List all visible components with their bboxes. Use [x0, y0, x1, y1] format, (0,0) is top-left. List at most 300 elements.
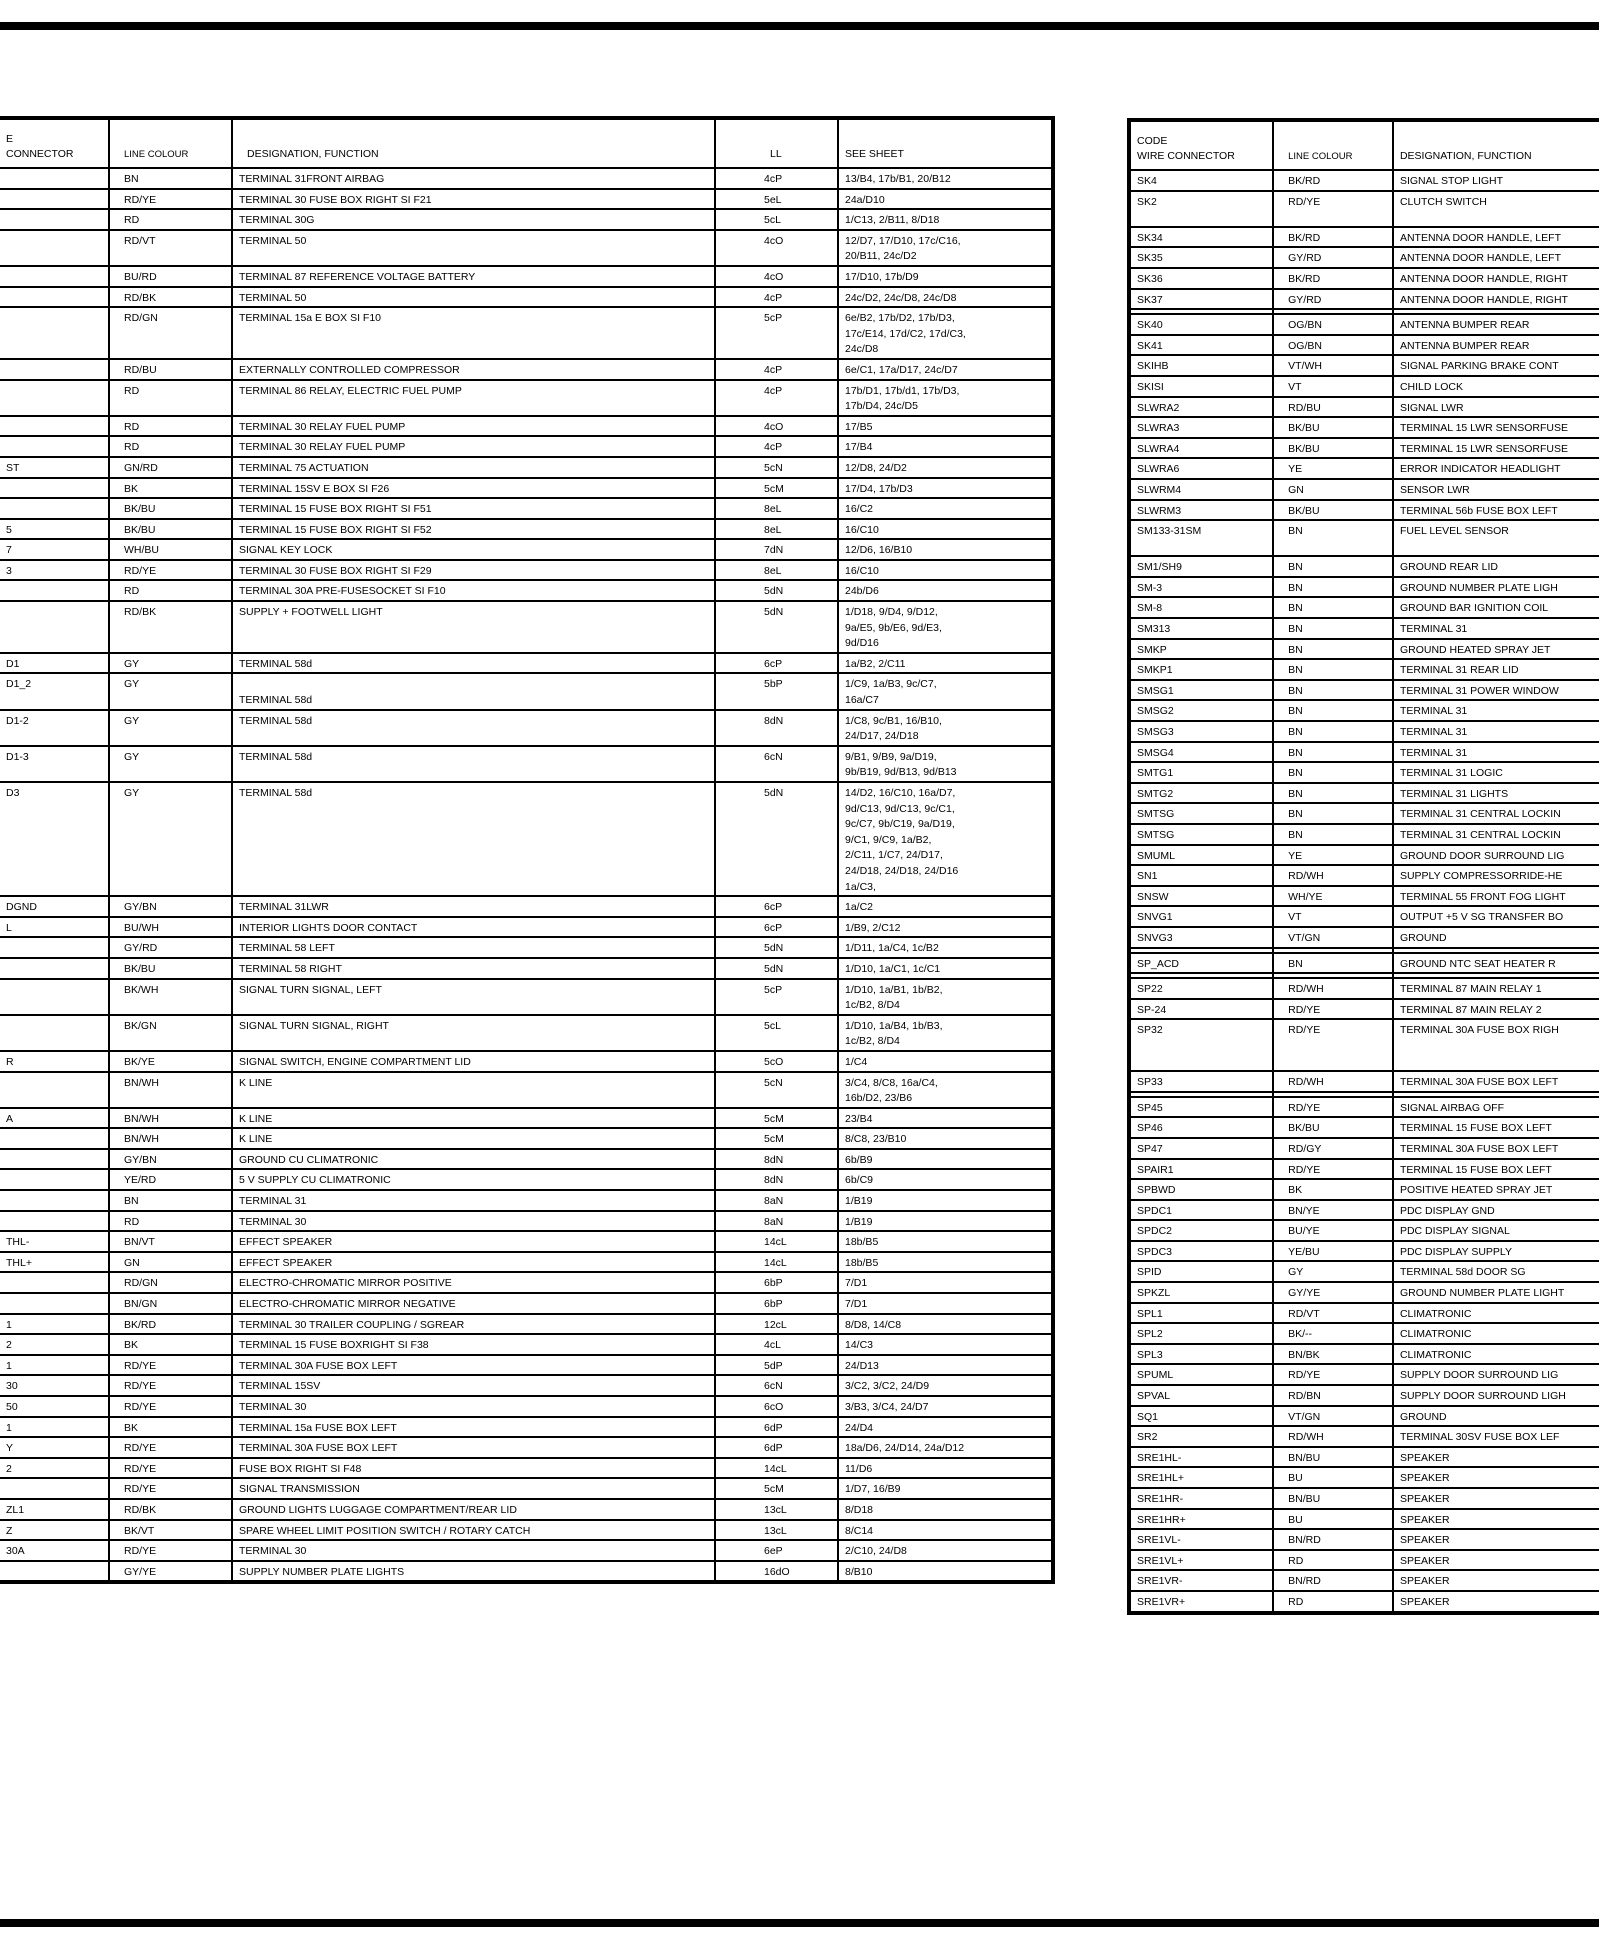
table-row	[1129, 999, 1599, 1020]
cell-line-colour: RD/GN	[109, 1272, 232, 1293]
cell-designation: K LINE	[232, 1128, 715, 1149]
table-row	[1129, 500, 1599, 521]
cell-see-sheet: 2/C10, 24/D8	[838, 1540, 1053, 1561]
cell-line-colour: RD/BN	[1273, 1385, 1393, 1406]
cell-connector	[0, 1561, 109, 1583]
cell-line-colour: YE	[1273, 458, 1393, 479]
cell-see-sheet: 8/D18	[838, 1499, 1053, 1520]
cell-ll: 5dN	[715, 937, 838, 958]
cell-line-colour: BN	[1273, 680, 1393, 701]
cell-line-colour: BN	[1273, 803, 1393, 824]
cell-line-colour: BN/WH	[109, 1108, 232, 1129]
cell-code: SRE1VL+	[1129, 1550, 1273, 1571]
cell-line-colour: GY/RD	[1273, 289, 1393, 310]
cell-line-colour: RD	[109, 580, 232, 601]
table-row	[0, 917, 1053, 938]
cell-ll: 5cM	[715, 1478, 838, 1499]
table-row	[1129, 1117, 1599, 1138]
table-row	[1129, 742, 1599, 763]
cell-designation: SUPPLY DOOR SURROUND LIG	[1393, 1364, 1599, 1385]
cell-line-colour: OG/BN	[1273, 335, 1393, 356]
cell-line-colour: RD/YE	[109, 1396, 232, 1417]
cell-code: SK36	[1129, 268, 1273, 289]
table-row	[1129, 289, 1599, 310]
cell-line-colour: RD/GN	[109, 307, 232, 359]
cell-code: SMSG2	[1129, 700, 1273, 721]
table-row	[0, 601, 1053, 653]
table-row	[1129, 520, 1599, 556]
cell-designation: ERROR INDICATOR HEADLIGHT	[1393, 458, 1599, 479]
cell-ll: 5dN	[715, 601, 838, 653]
cell-connector: 50	[0, 1396, 109, 1417]
bottom-rule	[0, 1919, 1599, 1927]
cell-ll: 16dO	[715, 1561, 838, 1583]
cell-line-colour: BN	[1273, 742, 1393, 763]
cell-line-colour: BK/BU	[1273, 500, 1393, 521]
cell-line-colour: GY	[109, 746, 232, 782]
cell-connector	[0, 498, 109, 519]
cell-connector: 5	[0, 519, 109, 540]
cell-code: SNVG3	[1129, 927, 1273, 948]
cell-see-sheet: 17/D10, 17b/D9	[838, 266, 1053, 287]
cell-see-sheet: 6e/B2, 17b/D2, 17b/D3, 17c/E14, 17d/C2, 17d/C3, 24c/D8	[838, 307, 1053, 359]
table-row	[1129, 783, 1599, 804]
table-header-row	[1129, 120, 1599, 170]
cell-ll: 6bP	[715, 1272, 838, 1293]
table-row	[0, 1396, 1053, 1417]
cell-see-sheet: 17/D4, 17b/D3	[838, 478, 1053, 499]
cell-connector: D1_2	[0, 673, 109, 709]
cell-designation: TERMINAL 58d	[232, 746, 715, 782]
cell-line-colour: RD/YE	[109, 560, 232, 581]
table-row	[0, 230, 1053, 266]
cell-line-colour: BN	[1273, 556, 1393, 577]
table-row	[1129, 417, 1599, 438]
cell-code: SNSW	[1129, 886, 1273, 907]
cell-code: SMTSG	[1129, 803, 1273, 824]
table-row	[1129, 170, 1599, 191]
cell-see-sheet: 1/B19	[838, 1211, 1053, 1232]
cell-designation: TERMINAL 31	[1393, 721, 1599, 742]
cell-connector	[0, 359, 109, 380]
cell-designation: TERMINAL 31 POWER WINDOW	[1393, 680, 1599, 701]
cell-line-colour: VT/GN	[1273, 1406, 1393, 1427]
cell-connector: D1	[0, 653, 109, 674]
cell-line-colour: BK/GN	[109, 1015, 232, 1051]
cell-designation: CLUTCH SWITCH	[1393, 191, 1599, 227]
cell-code: SMTG2	[1129, 783, 1273, 804]
table-row	[1129, 1509, 1599, 1530]
cell-connector: THL-	[0, 1231, 109, 1252]
cell-code: SMSG3	[1129, 721, 1273, 742]
cell-line-colour: RD/VT	[1273, 1303, 1393, 1324]
cell-designation: K LINE	[232, 1072, 715, 1108]
cell-connector	[0, 436, 109, 457]
cell-ll: 5cO	[715, 1051, 838, 1072]
table-row	[0, 1499, 1053, 1520]
table-row	[1129, 556, 1599, 577]
cell-connector	[0, 416, 109, 437]
cell-see-sheet: 18b/B5	[838, 1252, 1053, 1273]
cell-connector: ST	[0, 457, 109, 478]
table-row	[0, 1540, 1053, 1561]
cell-designation: ANTENNA DOOR HANDLE, LEFT	[1393, 227, 1599, 248]
cell-see-sheet: 7/D1	[838, 1272, 1053, 1293]
table-row	[1129, 762, 1599, 783]
cell-ll: 12cL	[715, 1314, 838, 1335]
table-row	[1129, 247, 1599, 268]
cell-ll: 6dP	[715, 1417, 838, 1438]
table-row	[1129, 314, 1599, 335]
table-row	[0, 498, 1053, 519]
cell-see-sheet: 18b/B5	[838, 1231, 1053, 1252]
cell-line-colour: BN	[1273, 721, 1393, 742]
cell-connector: 3	[0, 560, 109, 581]
cell-code: SRE1VL-	[1129, 1529, 1273, 1550]
cell-line-colour: RD/YE	[109, 1458, 232, 1479]
cell-code: SP45	[1129, 1097, 1273, 1118]
cell-ll: 8eL	[715, 498, 838, 519]
cell-designation: GROUND NUMBER PLATE LIGH	[1393, 577, 1599, 598]
cell-line-colour: BK/VT	[109, 1520, 232, 1541]
cell-designation: GROUND NUMBER PLATE LIGHT	[1393, 1282, 1599, 1303]
cell-designation: TERMINAL 15a E BOX SI F10	[232, 307, 715, 359]
cell-line-colour: BN	[1273, 783, 1393, 804]
table-row	[0, 266, 1053, 287]
table-row	[1129, 1550, 1599, 1571]
cell-line-colour: BN	[1273, 639, 1393, 660]
cell-connector: Z	[0, 1520, 109, 1541]
cell-connector: D3	[0, 782, 109, 896]
table-row	[0, 1211, 1053, 1232]
cell-line-colour: BN	[109, 1190, 232, 1211]
cell-designation: GROUND BAR IGNITION COIL	[1393, 597, 1599, 618]
cell-line-colour: BK	[109, 1417, 232, 1438]
top-rule	[0, 22, 1599, 30]
table-row	[1129, 1529, 1599, 1550]
cell-line-colour: RD/GY	[1273, 1138, 1393, 1159]
cell-connector	[0, 1072, 109, 1108]
cell-line-colour: BK/WH	[109, 979, 232, 1015]
table-row	[1129, 824, 1599, 845]
cell-line-colour: BK	[109, 1334, 232, 1355]
table-row	[0, 1149, 1053, 1170]
cell-designation: TERMINAL 30 FUSE BOX RIGHT SI F21	[232, 189, 715, 210]
cell-line-colour: BN	[1273, 618, 1393, 639]
cell-see-sheet: 12/D6, 16/B10	[838, 539, 1053, 560]
cell-designation: PDC DISPLAY GND	[1393, 1200, 1599, 1221]
cell-connector: L	[0, 917, 109, 938]
cell-designation: TERMINAL 30A FUSE BOX LEFT	[1393, 1071, 1599, 1092]
cell-designation: SPARE WHEEL LIMIT POSITION SWITCH / ROTARY CATCH	[232, 1520, 715, 1541]
cell-ll: 5cP	[715, 307, 838, 359]
cell-designation: SENSOR LWR	[1393, 479, 1599, 500]
cell-line-colour: VT	[1273, 376, 1393, 397]
cell-code: SQ1	[1129, 1406, 1273, 1427]
table-row	[0, 416, 1053, 437]
cell-designation: OUTPUT +5 V SG TRANSFER BO	[1393, 906, 1599, 927]
table-row	[1129, 978, 1599, 999]
cell-line-colour: BN/RD	[1273, 1570, 1393, 1591]
cell-ll: 5cN	[715, 457, 838, 478]
cell-line-colour: RD	[109, 209, 232, 230]
table-row	[0, 1169, 1053, 1190]
cell-designation: SIGNAL TRANSMISSION	[232, 1478, 715, 1499]
cell-ll: 14cL	[715, 1252, 838, 1273]
cell-ll: 13cL	[715, 1520, 838, 1541]
table-row	[1129, 1488, 1599, 1509]
cell-connector	[0, 958, 109, 979]
cell-designation: TERMINAL 58d	[232, 710, 715, 746]
cell-ll: 8dN	[715, 710, 838, 746]
cell-designation: TERMINAL 31 LIGHTS	[1393, 783, 1599, 804]
cell-line-colour: GN	[1273, 479, 1393, 500]
cell-code: SP-24	[1129, 999, 1273, 1020]
cell-line-colour: BN	[1273, 577, 1393, 598]
table-row	[0, 1128, 1053, 1149]
cell-line-colour: BK/BU	[109, 498, 232, 519]
cell-see-sheet: 1/D7, 16/B9	[838, 1478, 1053, 1499]
table-row	[1129, 659, 1599, 680]
cell-see-sheet: 1/C4	[838, 1051, 1053, 1072]
cell-ll: 6bP	[715, 1293, 838, 1314]
cell-ll: 5bP	[715, 673, 838, 709]
cell-designation: TERMINAL 31	[1393, 700, 1599, 721]
cell-ll: 5cM	[715, 1128, 838, 1149]
table-row	[0, 1375, 1053, 1396]
cell-see-sheet: 1a/B2, 2/C11	[838, 653, 1053, 674]
table-row	[0, 1015, 1053, 1051]
cell-see-sheet: 24c/D2, 24c/D8, 24c/D8	[838, 287, 1053, 308]
cell-line-colour: GY	[1273, 1261, 1393, 1282]
cell-line-colour: BK/BU	[1273, 417, 1393, 438]
cell-see-sheet: 1/B19	[838, 1190, 1053, 1211]
cell-code: SPAIR1	[1129, 1159, 1273, 1180]
cell-designation: SIGNAL TURN SIGNAL, RIGHT	[232, 1015, 715, 1051]
table-row	[1129, 1138, 1599, 1159]
cell-designation: TERMINAL 15SV E BOX SI F26	[232, 478, 715, 499]
cell-designation: TERMINAL 15 FUSE BOX RIGHT SI F51	[232, 498, 715, 519]
cell-designation: PDC DISPLAY SUPPLY	[1393, 1241, 1599, 1262]
table-row	[1129, 397, 1599, 418]
cell-code: SK37	[1129, 289, 1273, 310]
cell-see-sheet: 3/C4, 8/C8, 16a/C4, 16b/D2, 23/B6	[838, 1072, 1053, 1108]
cell-line-colour: BN	[1273, 700, 1393, 721]
cell-connector	[0, 209, 109, 230]
cell-line-colour: BN	[1273, 953, 1393, 974]
cell-designation: TERMINAL 30G	[232, 209, 715, 230]
cell-designation: TERMINAL 30A PRE-FUSESOCKET SI F10	[232, 580, 715, 601]
cell-designation: TERMINAL 30SV FUSE BOX LEF	[1393, 1426, 1599, 1447]
table-row	[1129, 1426, 1599, 1447]
table-row	[1129, 1220, 1599, 1241]
cell-line-colour: BK/RD	[1273, 227, 1393, 248]
cell-designation: SIGNAL TURN SIGNAL, LEFT	[232, 979, 715, 1015]
table-row	[1129, 1570, 1599, 1591]
cell-designation: TERMINAL 55 FRONT FOG LIGHT	[1393, 886, 1599, 907]
cell-ll: 8dN	[715, 1149, 838, 1170]
cell-line-colour: BN/GN	[109, 1293, 232, 1314]
cell-line-colour: RD/WH	[1273, 865, 1393, 886]
cell-designation: GROUND DOOR SURROUND LIG	[1393, 845, 1599, 866]
cell-connector	[0, 380, 109, 416]
cell-ll: 5cM	[715, 478, 838, 499]
table-row	[1129, 458, 1599, 479]
cell-line-colour: RD/YE	[1273, 1019, 1393, 1071]
cell-line-colour: RD/YE	[109, 1540, 232, 1561]
cell-line-colour: BK/YE	[109, 1051, 232, 1072]
cell-ll: 6eP	[715, 1540, 838, 1561]
cell-line-colour: RD/BK	[109, 1499, 232, 1520]
table-row	[0, 307, 1053, 359]
cell-designation: SPEAKER	[1393, 1529, 1599, 1550]
cell-ll: 5cM	[715, 1108, 838, 1129]
cell-designation: TERMINAL 31LWR	[232, 896, 715, 917]
cell-code: SLWRM3	[1129, 500, 1273, 521]
cell-code: SLWRA2	[1129, 397, 1273, 418]
cell-see-sheet: 1/B9, 2/C12	[838, 917, 1053, 938]
cell-designation: CLIMATRONIC	[1393, 1303, 1599, 1324]
cell-ll: 5cN	[715, 1072, 838, 1108]
cell-designation: SPEAKER	[1393, 1550, 1599, 1571]
cell-designation: TERMINAL 31	[232, 1190, 715, 1211]
cell-connector	[0, 287, 109, 308]
cell-code: SK2	[1129, 191, 1273, 227]
cell-designation: TERMINAL 30	[232, 1396, 715, 1417]
cell-see-sheet: 13/B4, 17b/B1, 20/B12	[838, 168, 1053, 189]
cell-code: SRE1HR+	[1129, 1509, 1273, 1530]
cell-designation: TERMINAL 30 RELAY FUEL PUMP	[232, 436, 715, 457]
cell-connector: 1	[0, 1314, 109, 1335]
cell-code: SP47	[1129, 1138, 1273, 1159]
cell-designation: INTERIOR LIGHTS DOOR CONTACT	[232, 917, 715, 938]
table-row	[1129, 906, 1599, 927]
cell-see-sheet: 24/D13	[838, 1355, 1053, 1376]
cell-code: SK34	[1129, 227, 1273, 248]
cell-connector: 1	[0, 1417, 109, 1438]
table-row	[0, 1520, 1053, 1541]
cell-connector: 7	[0, 539, 109, 560]
table-row	[0, 359, 1053, 380]
cell-see-sheet: 14/C3	[838, 1334, 1053, 1355]
cell-designation: ELECTRO-CHROMATIC MIRROR POSITIVE	[232, 1272, 715, 1293]
cell-line-colour: BN/RD	[1273, 1529, 1393, 1550]
cell-designation: GROUND	[1393, 927, 1599, 948]
cell-ll: 4cP	[715, 359, 838, 380]
cell-connector	[0, 601, 109, 653]
header-designation: DESIGNATION, FUNCTION	[232, 118, 715, 168]
table-row	[0, 1231, 1053, 1252]
cell-line-colour: RD	[109, 380, 232, 416]
cell-ll: 4cO	[715, 230, 838, 266]
cell-designation: SUPPLY COMPRESSORRIDE-HE	[1393, 865, 1599, 886]
cell-see-sheet: 8/C14	[838, 1520, 1053, 1541]
cell-line-colour: RD/BK	[109, 287, 232, 308]
cell-designation: SPEAKER	[1393, 1488, 1599, 1509]
cell-line-colour: RD/YE	[1273, 191, 1393, 227]
cell-connector: D1-3	[0, 746, 109, 782]
cell-designation: TERMINAL 87 REFERENCE VOLTAGE BATTERY	[232, 266, 715, 287]
cell-ll: 6cP	[715, 653, 838, 674]
cell-code: SK35	[1129, 247, 1273, 268]
cell-see-sheet: 23/B4	[838, 1108, 1053, 1129]
cell-ll: 8dN	[715, 1169, 838, 1190]
cell-line-colour: RD/WH	[1273, 978, 1393, 999]
header-line-colour: LINE COLOUR	[1273, 120, 1393, 170]
cell-ll: 14cL	[715, 1458, 838, 1479]
header-connector: E CONNECTOR	[0, 118, 109, 168]
cell-see-sheet: 1/D10, 1a/B4, 1b/B3, 1c/B2, 8/D4	[838, 1015, 1053, 1051]
cell-line-colour: BK/RD	[1273, 268, 1393, 289]
cell-designation: GROUND HEATED SPRAY JET	[1393, 639, 1599, 660]
cell-designation: TERMINAL 50	[232, 287, 715, 308]
cell-code: SP33	[1129, 1071, 1273, 1092]
table-row	[0, 1478, 1053, 1499]
cell-ll: 5dN	[715, 958, 838, 979]
table-row	[1129, 479, 1599, 500]
cell-line-colour: RD/YE	[1273, 999, 1393, 1020]
table-row	[1129, 1344, 1599, 1365]
cell-code: SPID	[1129, 1261, 1273, 1282]
cell-ll: 6cN	[715, 1375, 838, 1396]
cell-designation: TERMINAL 15 FUSE BOXRIGHT SI F38	[232, 1334, 715, 1355]
header-designation: DESIGNATION, FUNCTION	[1393, 120, 1599, 170]
wire-table-left	[0, 116, 1055, 1584]
cell-code: SP32	[1129, 1019, 1273, 1071]
cell-designation: TERMINAL 75 ACTUATION	[232, 457, 715, 478]
cell-line-colour: RD/BU	[109, 359, 232, 380]
table-row	[1129, 865, 1599, 886]
cell-line-colour: GY/YE	[1273, 1282, 1393, 1303]
cell-line-colour: RD/YE	[109, 1437, 232, 1458]
table-row	[1129, 721, 1599, 742]
cell-code: SPDC2	[1129, 1220, 1273, 1241]
cell-line-colour: BK/BU	[109, 958, 232, 979]
cell-line-colour: GY	[109, 782, 232, 896]
table-row	[0, 782, 1053, 896]
cell-line-colour: RD/YE	[1273, 1159, 1393, 1180]
cell-code: SPL3	[1129, 1344, 1273, 1365]
header-ll: LL	[715, 118, 838, 168]
table-header-row	[0, 118, 1053, 168]
cell-designation: GROUND LIGHTS LUGGAGE COMPARTMENT/REAR LID	[232, 1499, 715, 1520]
table-row	[0, 896, 1053, 917]
table-row	[1129, 268, 1599, 289]
cell-designation: TERMINAL 86 RELAY, ELECTRIC FUEL PUMP	[232, 380, 715, 416]
cell-line-colour: BU/RD	[109, 266, 232, 287]
cell-line-colour: BN/BU	[1273, 1447, 1393, 1468]
cell-ll: 8aN	[715, 1211, 838, 1232]
cell-designation: SIGNAL STOP LIGHT	[1393, 170, 1599, 191]
cell-designation: TERMINAL 58 LEFT	[232, 937, 715, 958]
cell-connector	[0, 937, 109, 958]
cell-connector	[0, 230, 109, 266]
cell-designation: TERMINAL 15SV	[232, 1375, 715, 1396]
cell-line-colour: BN	[109, 168, 232, 189]
cell-line-colour: BK	[1273, 1179, 1393, 1200]
table-row	[0, 1458, 1053, 1479]
cell-connector	[0, 1149, 109, 1170]
cell-line-colour: RD/YE	[109, 1478, 232, 1499]
cell-code: SPL2	[1129, 1323, 1273, 1344]
header-code-wire-connector: CODE WIRE CONNECTOR	[1129, 120, 1273, 170]
cell-ll: 5dP	[715, 1355, 838, 1376]
cell-code: SM-3	[1129, 577, 1273, 598]
table-row	[1129, 700, 1599, 721]
cell-line-colour: GY/BN	[109, 896, 232, 917]
cell-line-colour: RD	[1273, 1591, 1393, 1613]
cell-line-colour: RD	[109, 416, 232, 437]
